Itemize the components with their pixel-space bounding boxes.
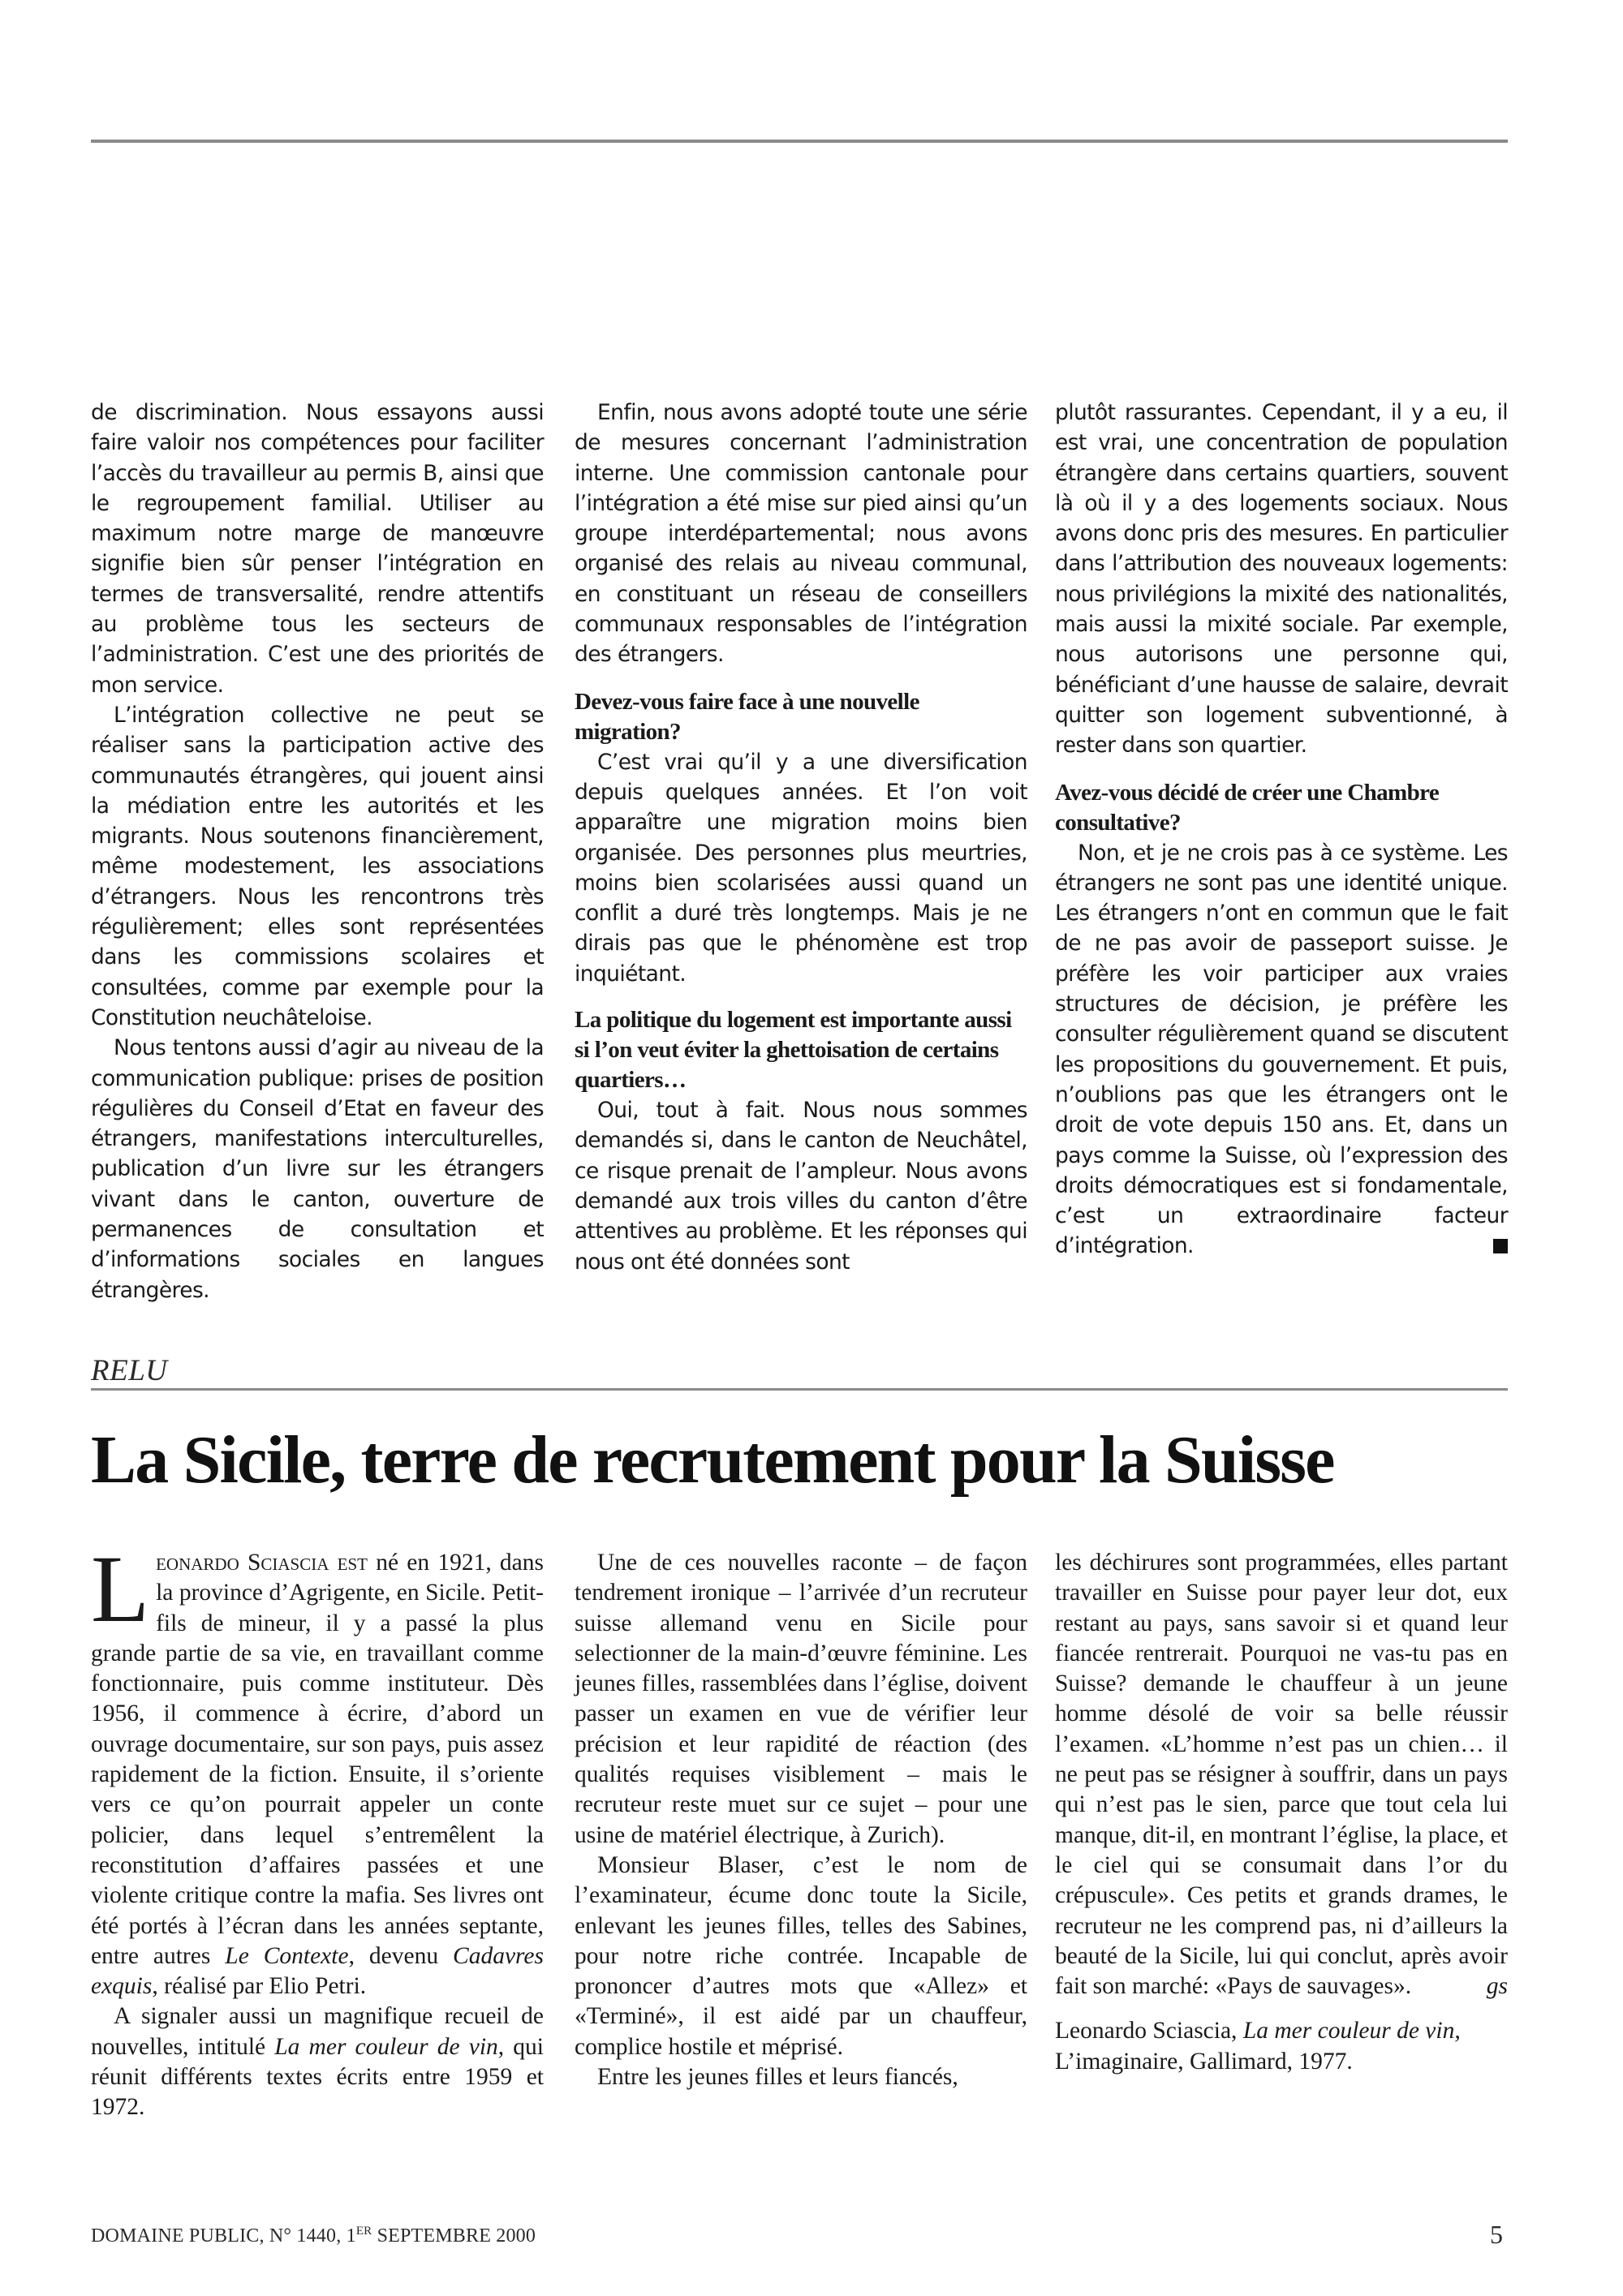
lead-small-caps: eonardo Sciascia est xyxy=(156,1550,368,1576)
paragraph: plutôt rassurantes. Cependant, il y a eu, il est vrai, une concentration de population étrangère dans certains quartiers, souvent là où il y a des logements sociaux. Nous avons donc pris des mesures. En particulier dans l’attribution des nouveaux logements: nous privilégions la mixité des nationalités, mais aussi la mixité sociale. Par exemple, nous autorisons une personne qui, bénéficiant d’une hausse de salaire, devrait quitter son logement subventionné, à rester dans son quartier. xyxy=(1055,400,1508,759)
paragraph: Nous tentons aussi d’agir au niveau de la communication publique: prises de position régulières du Conseil d’Etat en faveur des étrangers, manifestations interculturelles, publication d’un livre sur les étrangers vivant dans le canton, ouverture de permanences de consultation et d’informations sociales en langues étrangères. xyxy=(91,1035,544,1303)
page-number: 5 xyxy=(1490,2220,1503,2249)
footer-text: DOMAINE PUBLIC, N° 1440, 1 xyxy=(91,2225,356,2247)
section-rule xyxy=(91,1388,1508,1391)
paragraph-text: Non, et je ne crois pas à ce système. Les étrangers ne sont pas une identité unique. Les étrangers n’ont en commun que le fait de ne pas avoir de passeport suisse. Je préfère les voir participer aux vraies structures de décision, je préfère les consulter régulièrement quand se discutent les propositions du gouvernement. Et puis, n’oublions pas que les étrangers ont le droit de vote depuis 150 ans. Et, dans un pays comme la Suisse, où l’expression des droits démocratiques est si fondamentale, c’est un extraordinaire facteur d’intégration. xyxy=(1055,840,1508,1259)
book-reference xyxy=(1055,2016,1508,2077)
paragraph: de discrimination. Nous essayons aussi faire valoir nos compétences pour faciliter l’accès du travailleur au permis B, ainsi que le regroupement familial. Utiliser au maximum notre marge de manœuvre signifie bien sûr penser l’intégration en termes de transversalité, rendre attentifs au problème tous les secteurs de l’administration. C’est une des priorités de mon service. xyxy=(91,400,544,698)
interview-question: Devez-vous faire face à une nouvelle migration? xyxy=(575,688,919,745)
interview-column-2 xyxy=(575,398,1027,1277)
paragraph xyxy=(1055,1548,1508,2001)
reference-author: Leonardo Sciascia, xyxy=(1055,2018,1243,2044)
interview-column-1 xyxy=(91,398,544,1305)
article-headline: La Sicile, terre de recrutement pour la Suisse xyxy=(91,1422,1334,1498)
paragraph: Oui, tout à fait. Nous nous sommes demandés si, dans le canton de Neuchâtel, ce risque prenait de l’ampleur. Nous avons demandé aux trois villes du canton d’être attentives au problème. Et les réponses qui nous ont été données sont xyxy=(575,1098,1027,1275)
book-title: La mer couleur de vin, xyxy=(1242,2018,1461,2044)
paragraph-text: né en 1921, dans la province d’Agrigente, en Sicile. Petit-fils de mineur, il y a passé la plus grande partie de sa vie, en travaillant comme fonctionnaire, puis comme instituteur. Dès 1956, il commence à écrire, d’abord un ouvrage documentaire, sur son pays, puis assez rapidement de la fiction. Ensuite, il s’oriente vers ce qu’on pourrait appeler un conte policier, dans lequel s’entremêlent la reconstitution d’affaires passées et une violente critique contre la mafia. Ses livres ont été portés à l’écran dans les années septante, entre autres xyxy=(91,1550,545,1969)
review-column-1 xyxy=(91,1536,545,2123)
section-label: RELU xyxy=(91,1354,168,1387)
paragraph-text: A signaler aussi un magnifique recueil de nouvelles, intitulé xyxy=(91,2003,544,2060)
interview-question: La politique du logement est importante aussi si l’on veut éviter la ghettoisation de certains quartiers… xyxy=(575,1007,1012,1094)
reference-publisher: L’imaginaire, Gallimard, 1977. xyxy=(1055,2048,1353,2075)
paragraph-text: les déchirures sont programmées, elles partant travailler en Suisse pour payer leur dot, eux restant au pays, sans savoir si et quand leur fiancée rentrerait. Pourquoi ne vas-tu pas en Suisse? demande le chauffeur à un jeune homme désolé de voir sa belle réussir l’examen. «L’homme n’est pas un chien… il ne peut pas se résigner à souffrir, dans un pays qui n’est pas le sien, parce que tout cela lui manque, dit-il, en montrant l’église, la place, et le ciel qui se consumait dans l’or du crépuscule». Ces petits et grands drames, le recruteur ne les comprend pas, ni d’ailleurs la beauté de la Sicile, lui qui conclut, après avoir fait son marché: «Pays de sauvages». xyxy=(1055,1550,1508,2000)
author-signature: gs xyxy=(1486,1973,1508,2000)
end-of-article-mark xyxy=(1493,1239,1508,1253)
paragraph-text: , devenu xyxy=(348,1942,454,1969)
interview-question: Avez-vous décidé de créer une Chambre consultative? xyxy=(1055,779,1440,836)
footer-publication xyxy=(91,2225,536,2247)
footer-text: SEPTEMBRE 2000 xyxy=(372,2225,536,2247)
paragraph xyxy=(91,2001,544,2122)
review-column-3 xyxy=(1055,1548,1508,2077)
book-title: Cadavres exquis xyxy=(91,1942,544,2000)
paragraph: Monsieur Blaser, c’est le nom de l’examinateur, écume donc toute la Sicile, enlevant les jeunes filles, telles des Sabines, pour notre riche contrée. Incapable de prononcer d’autres mots que «Allez» et «Terminé», il est aidé par un chauffeur, complice hostile et méprisé. xyxy=(575,1851,1027,2060)
paragraph-text: , qui réunit différents textes écrits entre 1959 et 1972. xyxy=(91,2033,544,2121)
paragraph: L’intégration collective ne peut se réaliser sans la participation active des communautés étrangères, qui jouent ainsi la médiation entre les autorités et les migrants. Nous soutenons financièrement, même modestement, les associations d’étrangers. Nous les rencontrons très régulièrement; elles sont représentées dans les commissions scolaires et consultées, comme par exemple pour la Constitution neuchâteloise. xyxy=(91,702,544,1030)
paragraph: C’est vrai qu’il y a une diversification depuis quelques années. Et l’on voit apparaître une migration moins bien organisée. Des personnes plus meurtries, moins bien scolarisées aussi quand un conflit a duré très longtemps. Mais je ne dirais pas que le phénomène est trop inquiétant. xyxy=(575,749,1027,987)
top-rule xyxy=(91,140,1508,143)
paragraph xyxy=(91,1536,545,2001)
book-title: La mer couleur de vin xyxy=(274,2033,498,2060)
review-column-2 xyxy=(575,1548,1027,2092)
paragraph: Une de ces nouvelles raconte – de façon tendrement ironique – l’arrivée d’un recruteur suisse allemand venu en Sicile pour selectionner de la main-d’œuvre féminine. Les jeunes filles, rassemblées dans l’église, doivent passer un examen en vue de vérifier leur précision et leur rapidité de réaction (des qualités requises visiblement – mais le recruteur reste muet sur ce sujet – pour une usine de matériel électrique, à Zurich). xyxy=(575,1550,1027,1848)
paragraph: Entre les jeunes filles et leurs fiancés, xyxy=(597,2064,958,2091)
paragraph xyxy=(1055,838,1508,1262)
paragraph-text: , réalisé par Elio Petri. xyxy=(152,1973,367,2000)
footer-superscript: ER xyxy=(355,2225,372,2238)
paragraph: Enfin, nous avons adopté toute une série de mesures concernant l’administration interne. Une commission cantonale pour l’intégration a été mise sur pied ainsi qu’un groupe interdépartemental; nous avons organisé des relais au niveau communal, en constituant un réseau de conseillers communaux responsables de l’intégration des étrangers. xyxy=(575,400,1027,668)
drop-cap: L xyxy=(91,1536,150,1642)
book-title: Le Contexte xyxy=(225,1942,349,1969)
interview-column-3 xyxy=(1055,398,1508,1262)
